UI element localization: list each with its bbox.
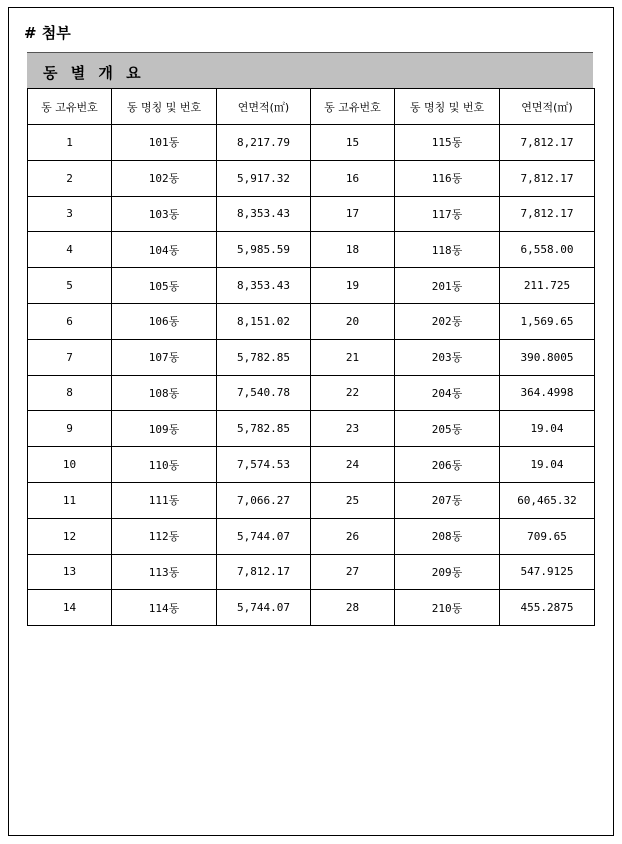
building-name-cell: 102동: [112, 160, 217, 196]
floor-area-cell: 7,812.17: [500, 125, 595, 161]
table-row: [28, 375, 595, 411]
building-name-cell: 110동: [112, 447, 217, 483]
building-id-cell: 8: [28, 375, 112, 411]
building-name-cell: 113동: [112, 554, 217, 590]
table-row: [28, 196, 595, 232]
building-id-cell: 13: [28, 554, 112, 590]
building-name-cell: 202동: [395, 303, 500, 339]
floor-area-cell: 455.2875: [500, 590, 595, 626]
building-id-cell: 25: [311, 482, 395, 518]
header-building-name: 동 명칭 및 번호: [112, 89, 217, 125]
building-overview-table: [27, 88, 595, 626]
floor-area-cell: 8,217.79: [217, 125, 311, 161]
floor-area-cell: 211.725: [500, 268, 595, 304]
building-id-cell: 6: [28, 303, 112, 339]
building-name-cell: 205동: [395, 411, 500, 447]
building-id-cell: 28: [311, 590, 395, 626]
building-id-cell: 11: [28, 482, 112, 518]
building-name-cell: 207동: [395, 482, 500, 518]
building-id-cell: 4: [28, 232, 112, 268]
building-id-cell: 12: [28, 518, 112, 554]
building-id-cell: 23: [311, 411, 395, 447]
building-name-cell: 104동: [112, 232, 217, 268]
building-name-cell: 210동: [395, 590, 500, 626]
building-name-cell: 105동: [112, 268, 217, 304]
building-id-cell: 20: [311, 303, 395, 339]
floor-area-cell: 364.4998: [500, 375, 595, 411]
building-id-cell: 26: [311, 518, 395, 554]
building-id-cell: 18: [311, 232, 395, 268]
floor-area-cell: 709.65: [500, 518, 595, 554]
floor-area-cell: 7,574.53: [217, 447, 311, 483]
table-row: [28, 554, 595, 590]
floor-area-cell: 8,353.43: [217, 268, 311, 304]
table-row: [28, 482, 595, 518]
table-row: [28, 232, 595, 268]
building-name-cell: 114동: [112, 590, 217, 626]
floor-area-cell: 1,569.65: [500, 303, 595, 339]
building-name-cell: 111동: [112, 482, 217, 518]
building-name-cell: 206동: [395, 447, 500, 483]
table-row: [28, 125, 595, 161]
floor-area-cell: 390.8005: [500, 339, 595, 375]
building-name-cell: 115동: [395, 125, 500, 161]
building-name-cell: 201동: [395, 268, 500, 304]
building-name-cell: 203동: [395, 339, 500, 375]
floor-area-cell: 547.9125: [500, 554, 595, 590]
building-id-cell: 16: [311, 160, 395, 196]
building-id-cell: 14: [28, 590, 112, 626]
floor-area-cell: 5,744.07: [217, 590, 311, 626]
building-id-cell: 3: [28, 196, 112, 232]
floor-area-cell: 8,353.43: [217, 196, 311, 232]
floor-area-cell: 7,812.17: [500, 196, 595, 232]
building-id-cell: 7: [28, 339, 112, 375]
header-building-id: 동 고유번호: [28, 89, 112, 125]
table-row: [28, 447, 595, 483]
section-title: 동 별 개 요: [43, 64, 145, 82]
building-name-cell: 106동: [112, 303, 217, 339]
building-name-cell: 208동: [395, 518, 500, 554]
table-row: [28, 303, 595, 339]
building-name-cell: 204동: [395, 375, 500, 411]
floor-area-cell: 5,782.85: [217, 339, 311, 375]
floor-area-cell: 7,812.17: [217, 554, 311, 590]
floor-area-cell: 5,917.32: [217, 160, 311, 196]
header-floor-area: 연면적(㎡): [217, 89, 311, 125]
building-id-cell: 22: [311, 375, 395, 411]
building-id-cell: 1: [28, 125, 112, 161]
building-name-cell: 109동: [112, 411, 217, 447]
table-row: [28, 160, 595, 196]
floor-area-cell: 7,540.78: [217, 375, 311, 411]
building-id-cell: 27: [311, 554, 395, 590]
attachment-label: # 첨부: [24, 24, 71, 42]
floor-area-cell: 5,744.07: [217, 518, 311, 554]
floor-area-cell: 19.04: [500, 411, 595, 447]
header-building-name: 동 명칭 및 번호: [395, 89, 500, 125]
building-name-cell: 101동: [112, 125, 217, 161]
floor-area-cell: 7,066.27: [217, 482, 311, 518]
header-floor-area: 연면적(㎡): [500, 89, 595, 125]
building-id-cell: 15: [311, 125, 395, 161]
building-name-cell: 108동: [112, 375, 217, 411]
building-id-cell: 9: [28, 411, 112, 447]
building-id-cell: 19: [311, 268, 395, 304]
table-row: [28, 268, 595, 304]
building-id-cell: 21: [311, 339, 395, 375]
table-header-row: [28, 89, 595, 125]
floor-area-cell: 6,558.00: [500, 232, 595, 268]
building-id-cell: 10: [28, 447, 112, 483]
floor-area-cell: 8,151.02: [217, 303, 311, 339]
building-id-cell: 17: [311, 196, 395, 232]
table-row: [28, 590, 595, 626]
section-header: [27, 52, 593, 88]
header-building-id: 동 고유번호: [311, 89, 395, 125]
building-name-cell: 209동: [395, 554, 500, 590]
building-name-cell: 116동: [395, 160, 500, 196]
building-name-cell: 107동: [112, 339, 217, 375]
building-name-cell: 103동: [112, 196, 217, 232]
table-row: [28, 411, 595, 447]
building-name-cell: 118동: [395, 232, 500, 268]
floor-area-cell: 60,465.32: [500, 482, 595, 518]
building-id-cell: 24: [311, 447, 395, 483]
table-row: [28, 339, 595, 375]
building-name-cell: 112동: [112, 518, 217, 554]
floor-area-cell: 5,782.85: [217, 411, 311, 447]
table-body: [28, 125, 595, 626]
building-id-cell: 2: [28, 160, 112, 196]
floor-area-cell: 5,985.59: [217, 232, 311, 268]
floor-area-cell: 7,812.17: [500, 160, 595, 196]
building-id-cell: 5: [28, 268, 112, 304]
floor-area-cell: 19.04: [500, 447, 595, 483]
table-row: [28, 518, 595, 554]
building-name-cell: 117동: [395, 196, 500, 232]
